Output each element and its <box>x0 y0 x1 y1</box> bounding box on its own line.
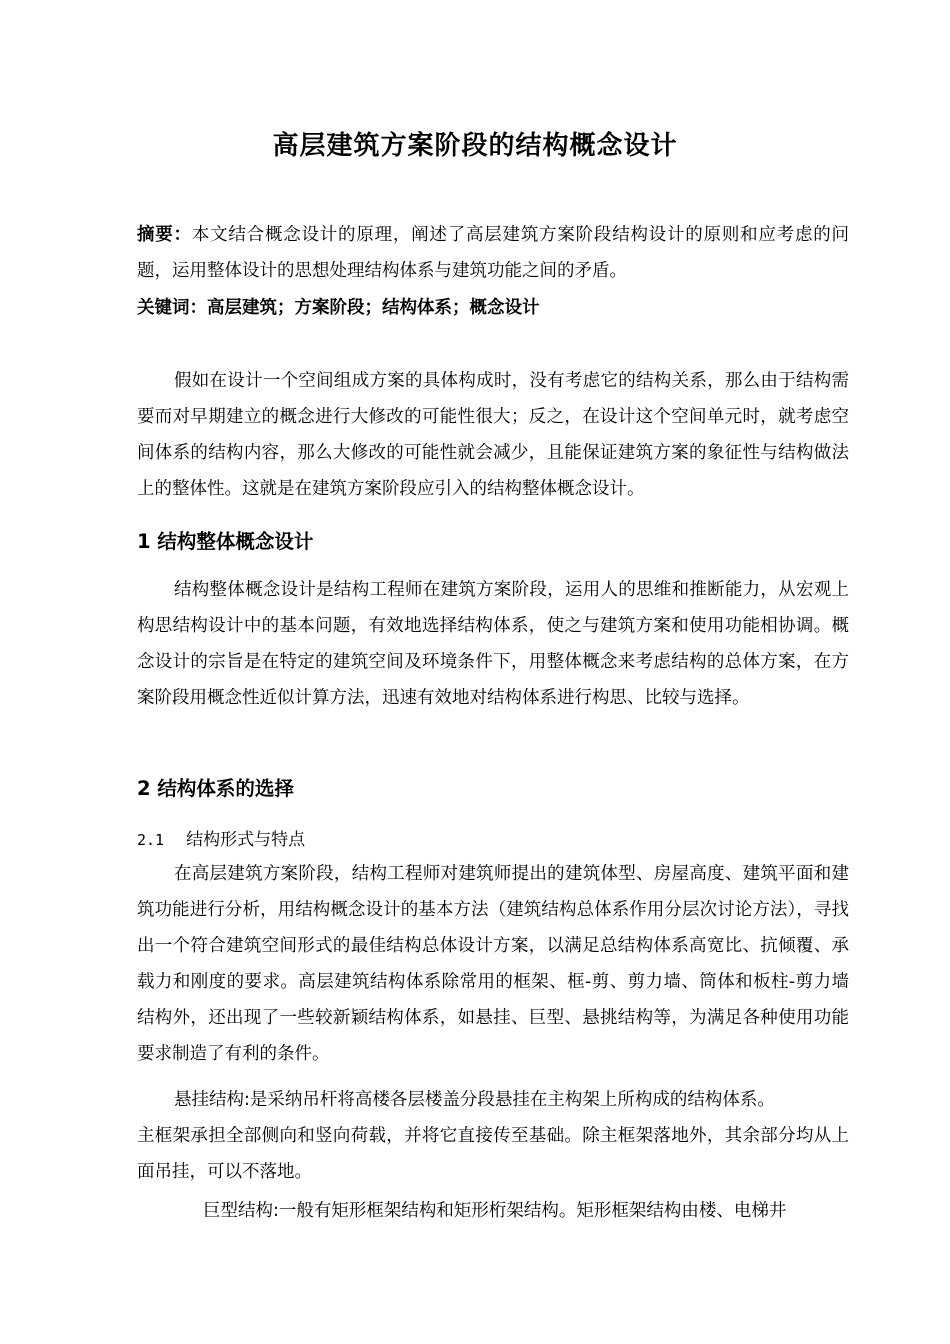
subsection-2-1-title: 结构形式与特点 <box>186 830 306 850</box>
keywords <box>137 290 849 326</box>
intro-paragraph: 假如在设计一个空间组成方案的具体构成时，没有考虑它的结构关系，那么由于结构需要而对早期建立的概念进行大修改的可能性很大；反之，在设计这个空间单元时，就考虑空间体系的结构内容，那么大修改的可能性就会减少，且能保证建筑方案的象征性与结构做法上的整体性。这就是在建筑方案阶段应引入的结构整体概念设计。 <box>137 371 849 499</box>
document-title: 高层建筑方案阶段的结构概念设计 <box>272 131 678 161</box>
section-1-heading: 1 结构整体概念设计 <box>137 530 314 553</box>
keywords-label: 关键词： <box>137 298 207 318</box>
section-2-paragraph-2-rest: 主框架承担全部侧向和竖向荷载，并将它直接传至基础。除主框架落地外，其余部分均从上面吊挂，可以不落地。 <box>137 1126 849 1182</box>
keywords-text: 高层建筑；方案阶段；结构体系；概念设计 <box>207 298 540 318</box>
section-2-paragraph-2-line-1: 悬挂结构:是采纳吊杆将高楼各层楼盖分段悬挂在主构架上所构成的结构体系。 <box>174 1090 775 1110</box>
abstract-text: 本文结合概念设计的原理，阐述了高层建筑方案阶段结构设计的原则和应考虑的问题，运用整体设计的思想处理结构体系与建筑功能之间的矛盾。 <box>137 225 850 281</box>
abstract-label: 摘要： <box>137 225 192 245</box>
section-2-heading: 2 结构体系的选择 <box>137 777 294 800</box>
section-2-paragraph-3: 巨型结构:一般有矩形框架结构和矩形桁架结构。矩形框架结构由楼、电梯井 <box>203 1201 787 1221</box>
abstract <box>137 217 849 289</box>
subsection-2-1-number: 2.1 <box>137 831 165 849</box>
section-1-paragraph: 结构整体概念设计是结构工程师在建筑方案阶段，运用人的思维和推断能力，从宏观上构思结构设计中的基本问题，有效地选择结构体系，使之与建筑方案和使用功能相协调。概念设计的宗旨是在特定的建筑空间及环境条件下，用整体概念来考虑结构的总体方案，在方案阶段用概念性近似计算方法，迅速有效地对结构体系进行构思、比较与选择。 <box>137 580 849 708</box>
subsection-2-1-heading <box>137 826 305 854</box>
section-2-paragraph-1: 在高层建筑方案阶段，结构工程师对建筑师提出的建筑体型、房屋高度、建筑平面和建筑功能进行分析，用结构概念设计的基本方法（建筑结构总体系作用分层次讨论方法），寻找出一个符合建筑空间形式的最佳结构总体设计方案，以满足总结构体系高宽比、抗倾覆、承载力和刚度的要求。高层建筑结构体系除常用的框架、框-剪、剪力墙、筒体和板柱-剪力墙结构外，还出现了一些较新颖结构体系，如悬挂、巨型、悬挑结构等，为满足各种使用功能要求制造了有利的条件。 <box>137 864 849 1064</box>
